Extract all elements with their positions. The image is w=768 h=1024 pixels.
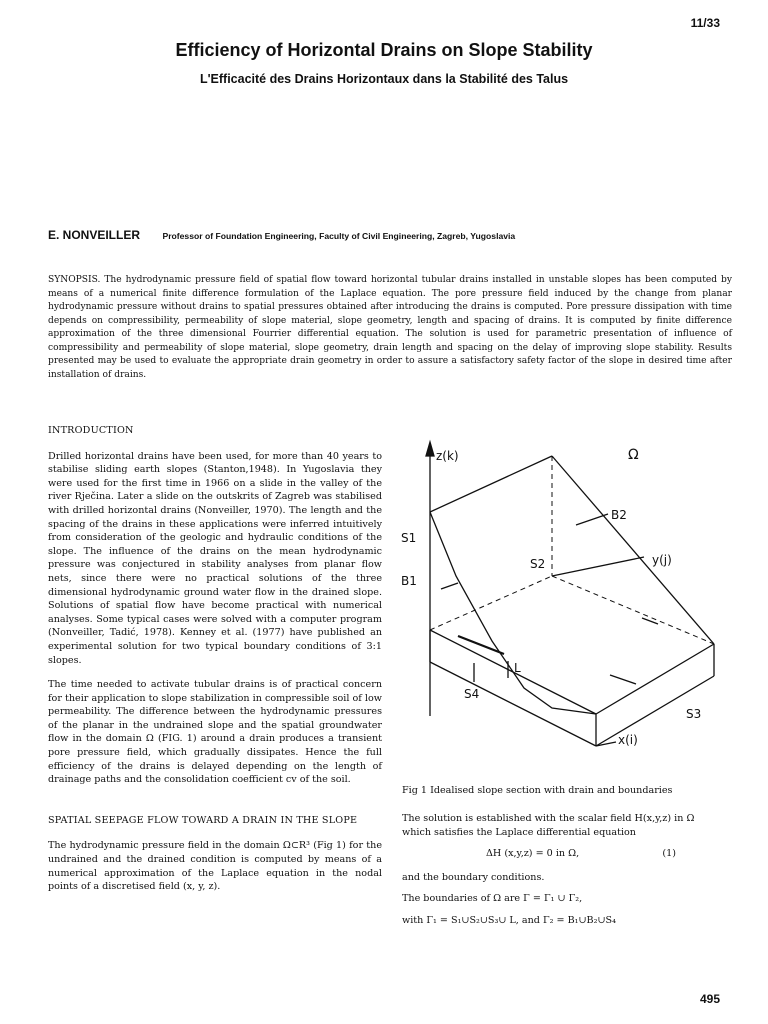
equation-number: (1) xyxy=(662,848,676,860)
solution-paragraph: The solution is established with the scalar field H(x,y,z) in Ω which satisfies the Laplace differential equation xyxy=(402,813,695,838)
introduction-paragraph-2: The time needed to activate tubular drains is of practical concern for their application to slope stabilization in compressible soil of low permeability. The difference between the hydrodynamic pressures of the planar in the undrained slope and the spatial groundwater flow in the domain Ω (FIG. 1) around a drain produces a transient pore pressure field, which gradually dissipates. Hence the full efficiency of the drains is delayed depending on the length of drainage paths and the consolidation coefficient cv of the soil. xyxy=(48,679,382,786)
page-number: 495 xyxy=(699,992,720,1006)
introduction-heading: INTRODUCTION xyxy=(48,425,134,436)
front-slope-face xyxy=(430,512,596,714)
seepage-heading: SPATIAL SEEPAGE FLOW TOWARD A DRAIN IN THE SLOPE xyxy=(48,814,358,826)
figure-caption: Fig 1 Idealised slope section with drain and boundaries xyxy=(402,785,673,796)
equation-text: ΔH (x,y,z) = 0 in Ω, xyxy=(486,848,580,860)
omega-label: Ω xyxy=(628,447,639,463)
b1-label: B1 xyxy=(401,574,417,588)
x-axis-label: x(i) xyxy=(618,733,638,747)
right-column xyxy=(402,812,726,936)
s1-label: S1 xyxy=(401,531,417,545)
boundaries-with-line: with Γ₁ = S₁∪S₂∪S₃∪ L, and Γ₂ = B₁∪B₂∪S₄ xyxy=(402,914,616,926)
introduction-paragraph-1: Drilled horizontal drains have been used, for more than 40 years to stabilise sliding earth slopes (Stanton,1948). In Yugoslavia they were used for the first time in 1966 on a slide in the valley of the river Rječina. Later a slide on the outskrits of Zagreb was stabilised with drilled horizontal drains (Nonveiller, 1970). The length and the spacing of the drains in these applications were inferred intuitively from consideration of the geologic and hydraulic conditions of the slope. The influence of the drains on the mean hydrodynamic pressure was conjectured in stability analyses from planar flow nets, since there were no practical solutions of the three dimensional hydrodynamic ground water flow in the drained slope. Solutions of spatial flow have become practical with numerical analyses. Some typical cases were solved with a computer program (Nonveiller, Tadić, 1978). Kenney et al. (1977) have published an experimental solution for two typical boundary conditions of 3:1 slopes. xyxy=(48,450,382,666)
page-reference: 11/33 xyxy=(690,16,720,30)
drain-length-label: L xyxy=(514,661,521,675)
z-axis-label: z(k) xyxy=(436,449,459,463)
z-axis-arrow-icon xyxy=(426,442,434,456)
author-name: E. NONVEILLER xyxy=(48,228,141,242)
top-edge-left xyxy=(430,456,552,512)
slope-diagram xyxy=(396,426,730,766)
laplace-equation xyxy=(402,847,726,861)
y-axis-line xyxy=(552,557,644,576)
paper-subtitle: L'Efficacité des Drains Horizontaux dans la Stabilité des Talus xyxy=(199,72,569,86)
s2-label: S2 xyxy=(530,557,546,571)
left-column xyxy=(48,424,382,905)
block-left-bottom-edge xyxy=(430,662,596,746)
synopsis: SYNOPSIS. The hydrodynamic pressure field of spatial flow toward horizontal tubular drains installed in unstable slopes has been computed by means of a numerical finite difference formulation of the Laplace equation. The pore pressure field induced by the change from planar hydrodynamic pressure without drains to spatial pressures obtained after introducing the drains is computed. Pore pressure dissipation with time depends on compressibility, permeability of slope material, slope geometry, length and spacing of drains. It is computed by finite difference approximation of the three dimensional Fourrier differential equation. The solution is used for parametric presentation of influence of compressibility and permeability of slope material, slope geometry, drain length and spacing on the delay of improving slope stability. Results presented may be used to evaluate the appropriate drain geometry in order to assure a satisfactory safety factor of the slope in desired time after installation of drains. xyxy=(48,275,732,380)
b2-label: B2 xyxy=(611,508,627,522)
boundaries-definition-line: The boundaries of Ω are Γ = Γ₁ ∪ Γ₂, xyxy=(402,893,583,905)
s4-label: S4 xyxy=(464,687,480,701)
slope-crest-edge xyxy=(552,456,714,644)
author-row xyxy=(48,226,728,244)
block-top-front-edge xyxy=(596,644,714,714)
author-affiliation: Professor of Foundation Engineering, Faculty of Civil Engineering, Zagreb, Yugoslavia xyxy=(162,231,516,241)
boundary-conditions-line: and the boundary conditions. xyxy=(402,871,545,883)
s3-label: S3 xyxy=(686,707,702,721)
drain-line xyxy=(458,636,504,654)
seepage-paragraph: The hydrodynamic pressure field in the domain Ω⊂R³ (Fig 1) for the undrained and the drained condition is computed by means of a numerical approximation of the Laplace equation in the nodal points of a discretised field (x, y, z). xyxy=(48,840,382,893)
y-axis-label: y(j) xyxy=(652,553,672,567)
block-left-base-edge xyxy=(430,630,596,714)
paper-title: Efficiency of Horizontal Drains on Slope Stability xyxy=(175,40,593,60)
